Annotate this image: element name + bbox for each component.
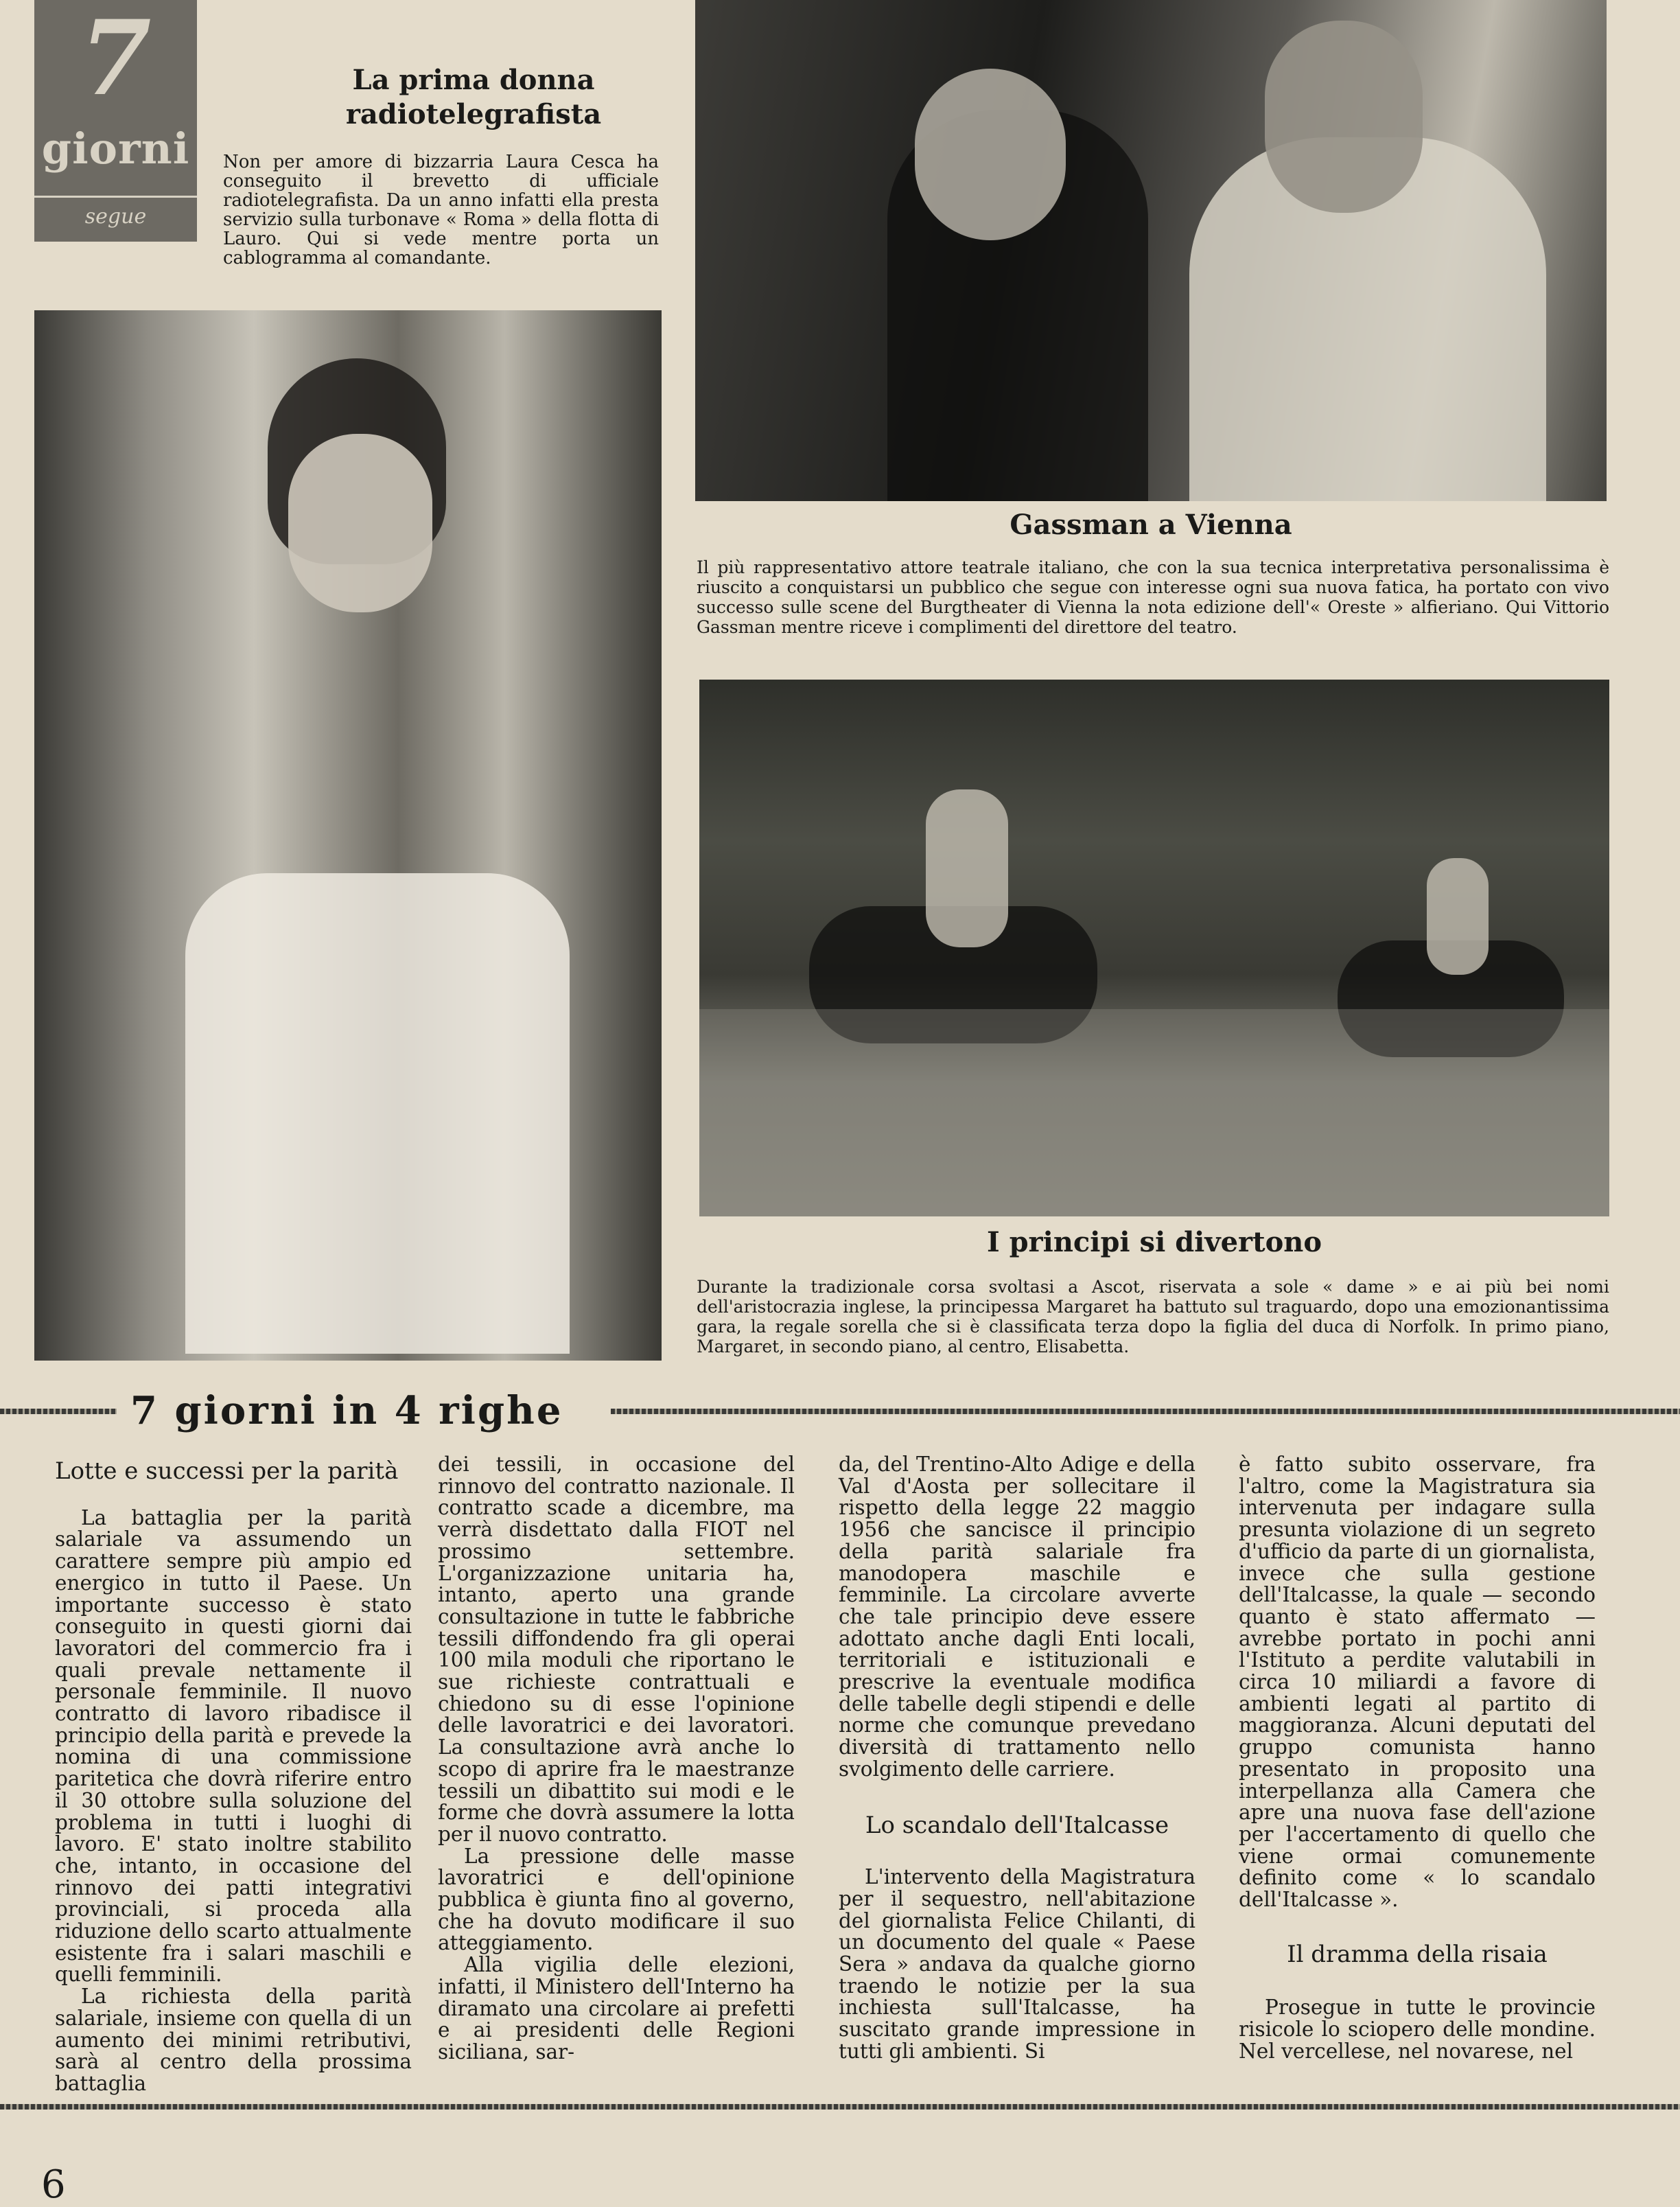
principi-headline: I principi si divertono: [986, 1226, 1322, 1258]
parita-heading: Lotte e successi per la parità: [55, 1457, 399, 1485]
circolare-paragraph: da, del Trentino-Alto Adige e della Val d'Aosta per sollecitare il rispetto della legge 22 maggio 1956 che sancisce il principio della parità salariale fra manodopera maschile e femminile. La circolare avverte che tale principio deve essere adottato anche dagli Enti locali, territoriali e istituzionali e prescrive la eventuale modifica delle tabelle degli stipendi e delle norme che comunque prevedano diversità di trattamento nello svolgimento delle carriere.: [839, 1453, 1195, 1781]
principi-caption: Durante la tradizionale corsa svoltasi a Ascot, riservata a sole « dame » e ai più bei nomi dell'aristocrazia inglese, la principessa Margaret ha battuto sul traguardo, dopo una emozionantissima gara, la regale sorella che si è classificata terza dopo la figlia del duca di Norfolk. In primo piano, Margaret, in secondo piano, al centro, Elisabetta.: [697, 1277, 1609, 1356]
risaia-heading: Il dramma della risaia: [1287, 1940, 1548, 1968]
section-title: 7 giorni in 4 righe: [130, 1388, 563, 1433]
italcasse-heading: Lo scandalo dell'Italcasse: [865, 1811, 1169, 1839]
tessili-paragraph-3: Alla vigilia delle elezioni, infatti, il Ministero dell'Interno ha diramato una circolare ai prefetti e ai presidenti delle Regioni siciliana, sar-: [438, 1953, 795, 2064]
gassman-photo: [695, 0, 1607, 501]
bottom-rule: [0, 2104, 1680, 2110]
article-column-1: [55, 1457, 412, 2095]
risaia-paragraph: Prosegue in tutte le provincie risicole lo sciopero delle mondine. Nel vercellese, nel novarese, nel: [1239, 1996, 1596, 2063]
parita-paragraph-1: La battaglia per la parità salariale va assumendo un carattere sempre più ampio ed energico in tutto il Paese. Un importante successo è stato conseguito in questi giorni dai lavoratori del commercio fra i quali prevale nettamente il personale femminile. Il nuovo contratto di lavoro ribadisce il principio della parità e prevede la nomina di una commissione paritetica che dovrà riferire entro il 30 ottobre sulla soluzione del problema in tutti i luoghi di lavoro. E' stato inoltre stabilito che, intanto, in occasione del rinnovo dei patti integrativi provinciali, si proceda alla riduzione dello scarto attualmente esistente fra i salari maschili e quelli femminili.: [55, 1505, 412, 1987]
gassman-caption: Il più rappresentativo attore teatrale italiano, che con la sua tecnica interpretativa personalissima è riuscito a conquistarsi un pubblico che segue con interesse ogni sua nuova fatica, ha portato con vivo successo sulle scene del Burgtheater di Vienna la nota edizione dell'« Oreste » alfieriano. Qui Vittorio Gassman mentre riceve i complimenti del direttore del teatro.: [697, 557, 1609, 637]
badge-segue: segue: [84, 205, 147, 229]
badge-word: giorni: [41, 124, 190, 174]
italcasse-continued-paragraph: è fatto subito osservare, fra l'altro, come la Magistratura sia intervenuta per indagare sulla presunta violazione di un segreto d'ufficio da parte di un giornalista, invece che sulla gestione dell'Italcasse, la quale — secondo quanto è stato affermato — avrebbe portato in pochi anni l'Istituto a perdite valutabili in circa 10 miliardi a favore di ambienti legati al partito di maggioranza. Alcuni deputati del gruppo comunista hanno presentato in proposito una interpellanza alla Camera che apre una nuova fase dell'azione per l'accertamento di quello che viene ormai comunemente definito come « lo scandalo dell'Italcasse ».: [1239, 1453, 1596, 1912]
tessili-paragraph-1: dei tessili, in occasione del rinnovo del contratto nazionale. Il contratto scade a dicembre, ma verrà disdettato dalla FIOT nel prossimo settembre. L'organizzazione unitaria ha, intanto, aperto una grande consultazione in tutte le fabbriche tessili diffondendo fra gli operai 100 mila moduli che riportano le sue richieste contrattuali e chiedono su di esse l'opinione delle lavoratrici e dei lavoratori. La consultazione avrà anche lo scopo di aprire fra le maestranze tessili un dibattito sui modi e le forme che dovrà assumere la lotta per il nuovo contratto.: [438, 1453, 795, 1846]
tessili-paragraph-2: La pressione delle masse lavoratrici e dell'opinione pubblica è giunta fino al governo, che ha dovuto modificare il suo atteggiamento.: [438, 1844, 795, 1955]
radiotelegrafista-photo: [34, 310, 662, 1361]
article-column-2: [438, 1454, 795, 2064]
section-badge: [34, 0, 197, 242]
radio-caption: Non per amore di bizzarria Laura Cesca ha conseguito il brevetto di ufficiale radiotelegrafista. Da un anno infatti ella presta servizio sulla turbonave « Roma » della flotta di Lauro. Qui si vede mentre porta un cablogramma al comandante.: [223, 152, 659, 268]
section-rule-right: [611, 1409, 1680, 1414]
page-number: 6: [41, 2162, 66, 2207]
parita-paragraph-2: La richiesta della parità salariale, insieme con quella di un aumento dei minimi retributivi, sarà al centro della prossima battaglia: [55, 1985, 412, 2095]
article-column-4: [1239, 1454, 1596, 2063]
radio-headline: [288, 63, 659, 132]
italcasse-paragraph: L'intervento della Magistratura per il sequestro, nell'abitazione del giornalista Felice Chilanti, di un documento del quale « Paese Sera » andava da qualche giorno traendo le notizie per la sua inchiesta sull'Italcasse, ha suscitato grande impressione in tutti gli ambienti. Si: [839, 1865, 1195, 2063]
gassman-headline: Gassman a Vienna: [1010, 509, 1292, 541]
article-column-3: [839, 1454, 1195, 2063]
badge-divider: [34, 196, 197, 198]
badge-number: 7: [80, 0, 152, 119]
section-rule-left: [0, 1409, 117, 1414]
ascot-race-photo: [699, 680, 1609, 1216]
radio-headline-line2: radiotelegrafista: [345, 98, 602, 130]
radio-headline-line1: La prima donna: [352, 64, 595, 96]
